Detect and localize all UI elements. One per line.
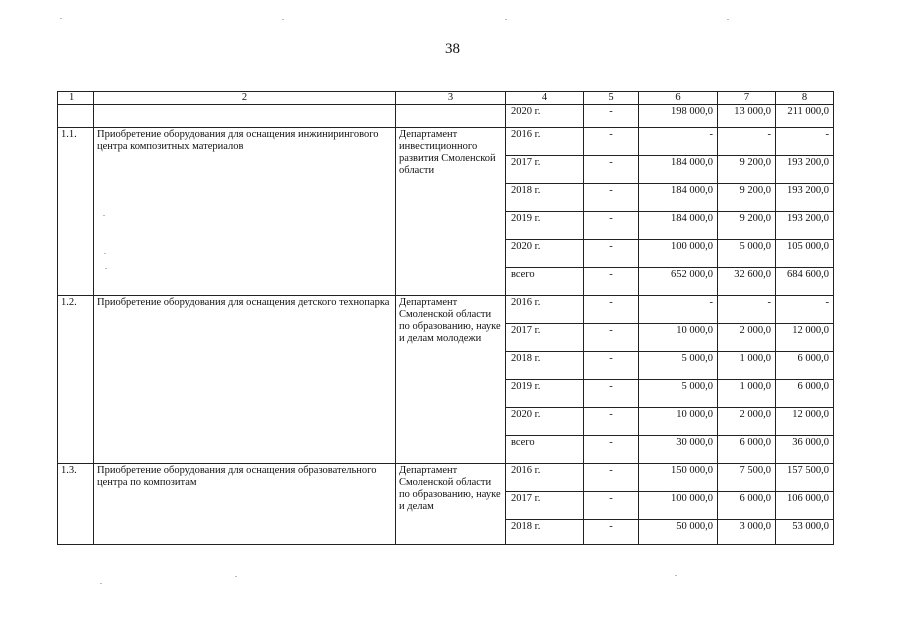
col5-cell: -: [584, 324, 639, 352]
col6-cell: 198 000,0: [639, 105, 718, 128]
scan-speck: [100, 583, 102, 584]
year-cell: 2019 г.: [506, 380, 584, 408]
col6-cell: 10 000,0: [639, 408, 718, 436]
col7-cell: 2 000,0: [718, 324, 776, 352]
year-cell: 2017 г.: [506, 156, 584, 184]
col6-cell: 30 000,0: [639, 436, 718, 464]
column-header: 1: [58, 92, 94, 105]
col8-cell: 53 000,0: [776, 520, 834, 545]
col6-cell: 5 000,0: [639, 352, 718, 380]
col8-cell: 193 200,0: [776, 184, 834, 212]
column-header: 7: [718, 92, 776, 105]
item-number-cell: 1.2.: [58, 296, 94, 464]
col5-cell: -: [584, 436, 639, 464]
col8-cell: 6 000,0: [776, 352, 834, 380]
col7-cell: 9 200,0: [718, 156, 776, 184]
col8-cell: 157 500,0: [776, 464, 834, 492]
col7-cell: 6 000,0: [718, 436, 776, 464]
col7-cell: 1 000,0: [718, 352, 776, 380]
col6-cell: 184 000,0: [639, 212, 718, 240]
column-header: 3: [396, 92, 506, 105]
col5-cell: -: [584, 464, 639, 492]
col8-cell: 12 000,0: [776, 408, 834, 436]
col7-cell: 1 000,0: [718, 380, 776, 408]
year-cell: всего: [506, 268, 584, 296]
header-row: [58, 92, 834, 105]
col8-cell: 36 000,0: [776, 436, 834, 464]
col6-cell: 50 000,0: [639, 520, 718, 545]
col7-cell: 7 500,0: [718, 464, 776, 492]
department-cell: Департамент Смоленской области по образованию, науке и делам молодежи: [396, 296, 506, 464]
col5-cell: -: [584, 212, 639, 240]
col8-cell: 6 000,0: [776, 380, 834, 408]
col8-cell: 211 000,0: [776, 105, 834, 128]
col8-cell: 684 600,0: [776, 268, 834, 296]
col5-cell: -: [584, 352, 639, 380]
col5-cell: -: [584, 408, 639, 436]
col5-cell: -: [584, 380, 639, 408]
col5-cell: -: [584, 296, 639, 324]
item-number-cell: 1.1.: [58, 128, 94, 296]
col8-cell: 193 200,0: [776, 156, 834, 184]
table-row: [58, 128, 834, 156]
col7-cell: 2 000,0: [718, 408, 776, 436]
item-name-cell: Приобретение оборудования для оснащения детского технопарка: [94, 296, 396, 464]
year-cell: 2017 г.: [506, 324, 584, 352]
col7-cell: 5 000,0: [718, 240, 776, 268]
year-cell: 2020 г.: [506, 240, 584, 268]
col6-cell: 100 000,0: [639, 240, 718, 268]
scan-speck: [505, 19, 507, 20]
scan-speck: [282, 19, 284, 20]
year-cell: 2018 г.: [506, 352, 584, 380]
item-name-cell: Приобретение оборудования для оснащения инжинирингового центра композитных материалов: [94, 128, 396, 296]
column-header: 2: [94, 92, 396, 105]
column-header: 8: [776, 92, 834, 105]
year-cell: 2019 г.: [506, 212, 584, 240]
year-cell: 2020 г.: [506, 105, 584, 128]
department-cell: [396, 105, 506, 128]
department-cell: Департамент Смоленской области по образованию, науке и делам: [396, 464, 506, 545]
col5-cell: -: [584, 128, 639, 156]
col7-cell: -: [718, 296, 776, 324]
col6-cell: 5 000,0: [639, 380, 718, 408]
col8-cell: -: [776, 128, 834, 156]
column-header: 4: [506, 92, 584, 105]
year-cell: 2016 г.: [506, 464, 584, 492]
page-number: 38: [445, 41, 460, 57]
col7-cell: 6 000,0: [718, 492, 776, 520]
scan-speck: [675, 575, 677, 576]
col5-cell: -: [584, 268, 639, 296]
program-funding-table: [57, 91, 834, 545]
scan-speck: [235, 576, 237, 577]
col5-cell: -: [584, 105, 639, 128]
year-cell: 2020 г.: [506, 408, 584, 436]
col5-cell: -: [584, 184, 639, 212]
table-row: [58, 464, 834, 492]
column-header: 6: [639, 92, 718, 105]
col5-cell: -: [584, 520, 639, 545]
col8-cell: 193 200,0: [776, 212, 834, 240]
department-cell: Департамент инвестиционного развития Смоленской области: [396, 128, 506, 296]
col7-cell: -: [718, 128, 776, 156]
col6-cell: 184 000,0: [639, 184, 718, 212]
col7-cell: 9 200,0: [718, 212, 776, 240]
col7-cell: 32 600,0: [718, 268, 776, 296]
col6-cell: -: [639, 296, 718, 324]
col6-cell: 150 000,0: [639, 464, 718, 492]
year-cell: 2017 г.: [506, 492, 584, 520]
year-cell: 2018 г.: [506, 184, 584, 212]
item-name-cell: Приобретение оборудования для оснащения образовательного центра по композитам: [94, 464, 396, 545]
scan-speck: [60, 18, 62, 19]
year-cell: 2016 г.: [506, 296, 584, 324]
col8-cell: 105 000,0: [776, 240, 834, 268]
col6-cell: 100 000,0: [639, 492, 718, 520]
col8-cell: -: [776, 296, 834, 324]
carryover-row: [58, 105, 834, 128]
year-cell: 2016 г.: [506, 128, 584, 156]
column-header: 5: [584, 92, 639, 105]
scan-speck: [727, 19, 729, 20]
col7-cell: 9 200,0: [718, 184, 776, 212]
col7-cell: 13 000,0: [718, 105, 776, 128]
col6-cell: -: [639, 128, 718, 156]
col7-cell: 3 000,0: [718, 520, 776, 545]
item-number-cell: 1.3.: [58, 464, 94, 545]
index-cell: [58, 105, 94, 128]
col6-cell: 184 000,0: [639, 156, 718, 184]
col6-cell: 652 000,0: [639, 268, 718, 296]
year-cell: 2018 г.: [506, 520, 584, 545]
col8-cell: 12 000,0: [776, 324, 834, 352]
col5-cell: -: [584, 156, 639, 184]
col5-cell: -: [584, 492, 639, 520]
col8-cell: 106 000,0: [776, 492, 834, 520]
year-cell: всего: [506, 436, 584, 464]
col5-cell: -: [584, 240, 639, 268]
table-row: [58, 296, 834, 324]
name-cell: [94, 105, 396, 128]
col6-cell: 10 000,0: [639, 324, 718, 352]
